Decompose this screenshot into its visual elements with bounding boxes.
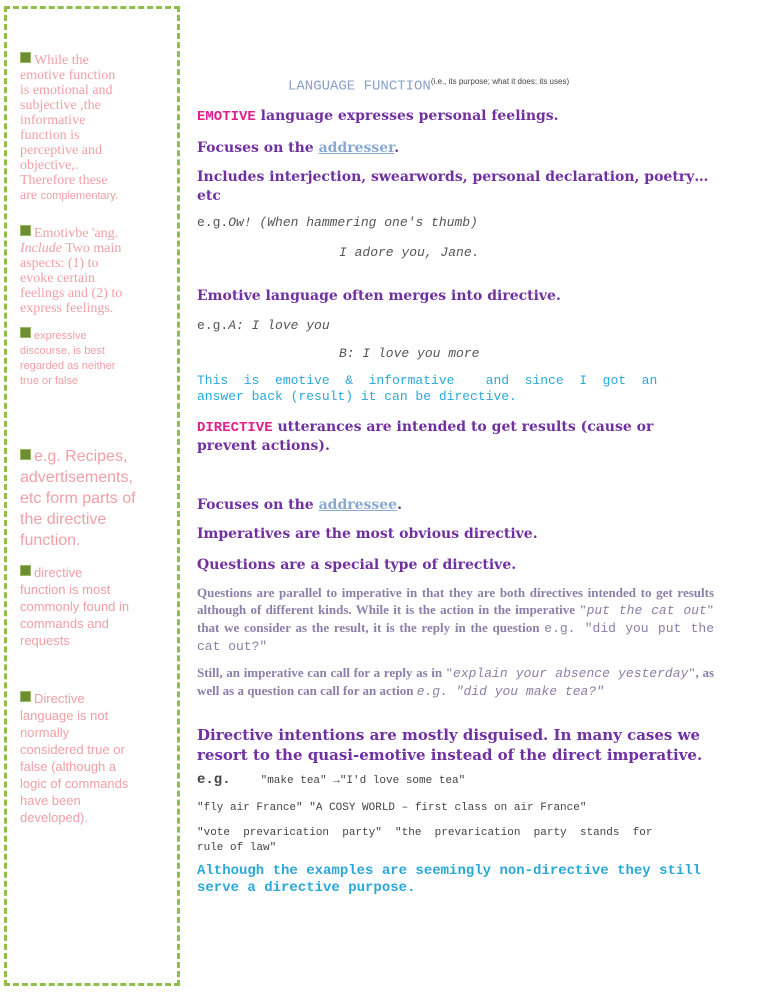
directive-vote-2: rule of law": [197, 842, 277, 854]
eg-text: Ow! (When hammering one's thumb): [228, 215, 478, 230]
note-line: directive: [34, 565, 83, 580]
page-title: [288, 77, 569, 95]
eg-label: e.g.: [197, 772, 231, 788]
para-code: explain your absence yesterday: [453, 666, 689, 681]
eg-label: e.g.: [197, 215, 229, 230]
para-code: put the cat out: [586, 603, 707, 618]
eg-text: B: I love you more: [339, 346, 480, 361]
note-line: considered true or: [20, 742, 125, 757]
note-line: language is not: [20, 708, 109, 723]
para-code: e.g. "did you make tea?": [416, 684, 604, 699]
note-line: Emotivbe 'ang.: [34, 226, 119, 241]
note-line: true or false: [20, 375, 79, 387]
sidebar-note-6: [20, 690, 170, 826]
directive-closing: Although the examples are seemingly non-directive they still serve a directive purpose.: [197, 863, 702, 896]
note-line: are: [20, 188, 41, 203]
page-title-note: (i.e., its purpose; what it does; its uses): [430, 77, 570, 86]
sidebar-note-3: [20, 327, 170, 389]
focus-pre: Focuses on the: [197, 497, 319, 513]
directive-intro: [197, 419, 722, 436]
sidebar-note-4: [20, 446, 176, 551]
note-line: have been: [20, 793, 81, 808]
note-line: the directive: [20, 511, 107, 528]
note-line: requests: [20, 633, 70, 648]
emotive-example-2: [197, 318, 717, 333]
note-line: evoke certain: [20, 271, 96, 286]
focus-post: .: [397, 497, 402, 513]
note-line: Directive: [34, 691, 85, 706]
note-line: normally: [20, 725, 70, 740]
note-line: e.g. Recipes,: [34, 448, 128, 465]
emotive-focus: [197, 140, 717, 156]
directive-focus: [197, 497, 717, 513]
eg-text: A: I love you: [228, 318, 330, 333]
eg-label: e.g.: [197, 318, 229, 333]
addressee-link[interactable]: addressee: [318, 497, 398, 513]
note-line: discourse, is best: [20, 345, 105, 357]
para-text: Questions are parallel to imperative in that they are both directives intended to get results although of different kinds. While it is the action in the imperative ": [197, 585, 714, 617]
focus-post: .: [394, 140, 400, 156]
bullet-icon: [20, 691, 31, 702]
note-line: advertisements,: [20, 469, 133, 486]
note-line: false (although a: [20, 759, 117, 774]
addresser-link[interactable]: addresser: [318, 140, 395, 156]
sidebar-note-1: [20, 52, 170, 204]
emotive-merges: Emotive language often merges into directive.: [197, 288, 561, 304]
note-line: informative: [20, 113, 86, 128]
note-line: emotive function: [20, 68, 116, 83]
note-line: is emotional and: [20, 83, 113, 98]
bullet-icon: [20, 327, 31, 338]
emotive-note-line2: answer back (result) it can be directive.: [197, 389, 517, 404]
note-line: function is: [20, 128, 80, 143]
bullet-icon: [20, 449, 31, 460]
directive-vote-1: "vote prevarication party" "the prevarication party stands for: [197, 827, 653, 839]
note-line: etc form parts of: [20, 490, 136, 507]
page-title-text: LANGUAGE FUNCTION: [288, 78, 431, 95]
note-line: regarded as neither: [20, 360, 116, 372]
note-small: complementary.: [40, 190, 119, 202]
directive-intro-2: prevent actions).: [197, 438, 330, 454]
directive-intro-text: utterances are intended to get results (cause or: [272, 419, 654, 435]
directive-disguised: Directive intentions are mostly disguised. In many cases we resort to the quasi-emotive instead of the direct imperative.: [197, 726, 703, 764]
note-line: expressive: [34, 330, 87, 342]
para-text: " that we consider as the result, it is the reply in the question: [197, 602, 714, 635]
bullet-icon: [20, 565, 31, 576]
note-line: Therefore these: [20, 173, 108, 188]
emotive-example-2b: [339, 346, 479, 361]
sidebar-note-2: [20, 225, 170, 316]
note-line: function is most: [20, 582, 111, 597]
note-line: express feelings.: [20, 301, 114, 316]
note-line: feelings and (2) to: [20, 286, 123, 301]
directive-imperatives: Imperatives are the most obvious directive.: [197, 526, 538, 542]
note-line: subjective ,the: [20, 98, 101, 113]
emotive-keyword: EMOTIVE: [197, 109, 256, 125]
directive-paragraph-1: [197, 584, 714, 655]
note-line: While the: [34, 53, 89, 68]
emotive-includes: Includes interjection, swearwords, personal declaration, poetry… etc: [197, 169, 709, 204]
note-line: function.: [20, 532, 81, 549]
eg-text: I adore you, Jane.: [339, 245, 480, 260]
emotive-intro: [197, 108, 717, 125]
directive-fly: "fly air France" "A COSY WORLD – first class on air France": [197, 802, 587, 814]
emotive-intro-text: language expresses personal feelings.: [255, 108, 559, 124]
note-line: aspects: (1) to: [20, 256, 99, 271]
emotive-example-1b: [339, 245, 479, 260]
note-line: developed).: [20, 810, 88, 825]
focus-pre: Focuses on the: [197, 140, 319, 156]
note-line: logic of commands: [20, 776, 129, 791]
para-text: Still, an imperative can call for a reply as in ": [197, 665, 454, 680]
para-code: e.g. "did you put the cat out?": [197, 621, 714, 654]
note-line: commonly found in: [20, 599, 130, 614]
note-line: Two main: [61, 241, 122, 256]
bullet-icon: [20, 52, 31, 63]
note-line: commands and: [20, 616, 109, 631]
emotive-example-1: [197, 215, 717, 230]
para-text: ", as well as a question can call for an action: [197, 665, 714, 698]
directive-paragraph-2: [197, 664, 714, 700]
directive-questions: Questions are a special type of directive.: [197, 557, 517, 573]
directive-example: [197, 770, 717, 788]
bullet-icon: [20, 225, 31, 236]
note-italic: Include: [20, 241, 62, 256]
sidebar-note-5: [20, 564, 170, 649]
directive-keyword: DIRECTIVE: [197, 420, 273, 436]
emotive-note-line1: This is emotive & informative and since I got an: [197, 373, 658, 388]
eg-text: "make tea" →"I'd love some tea": [260, 775, 466, 787]
note-line: perceptive and: [20, 143, 103, 158]
note-line: objective,.: [20, 158, 79, 173]
